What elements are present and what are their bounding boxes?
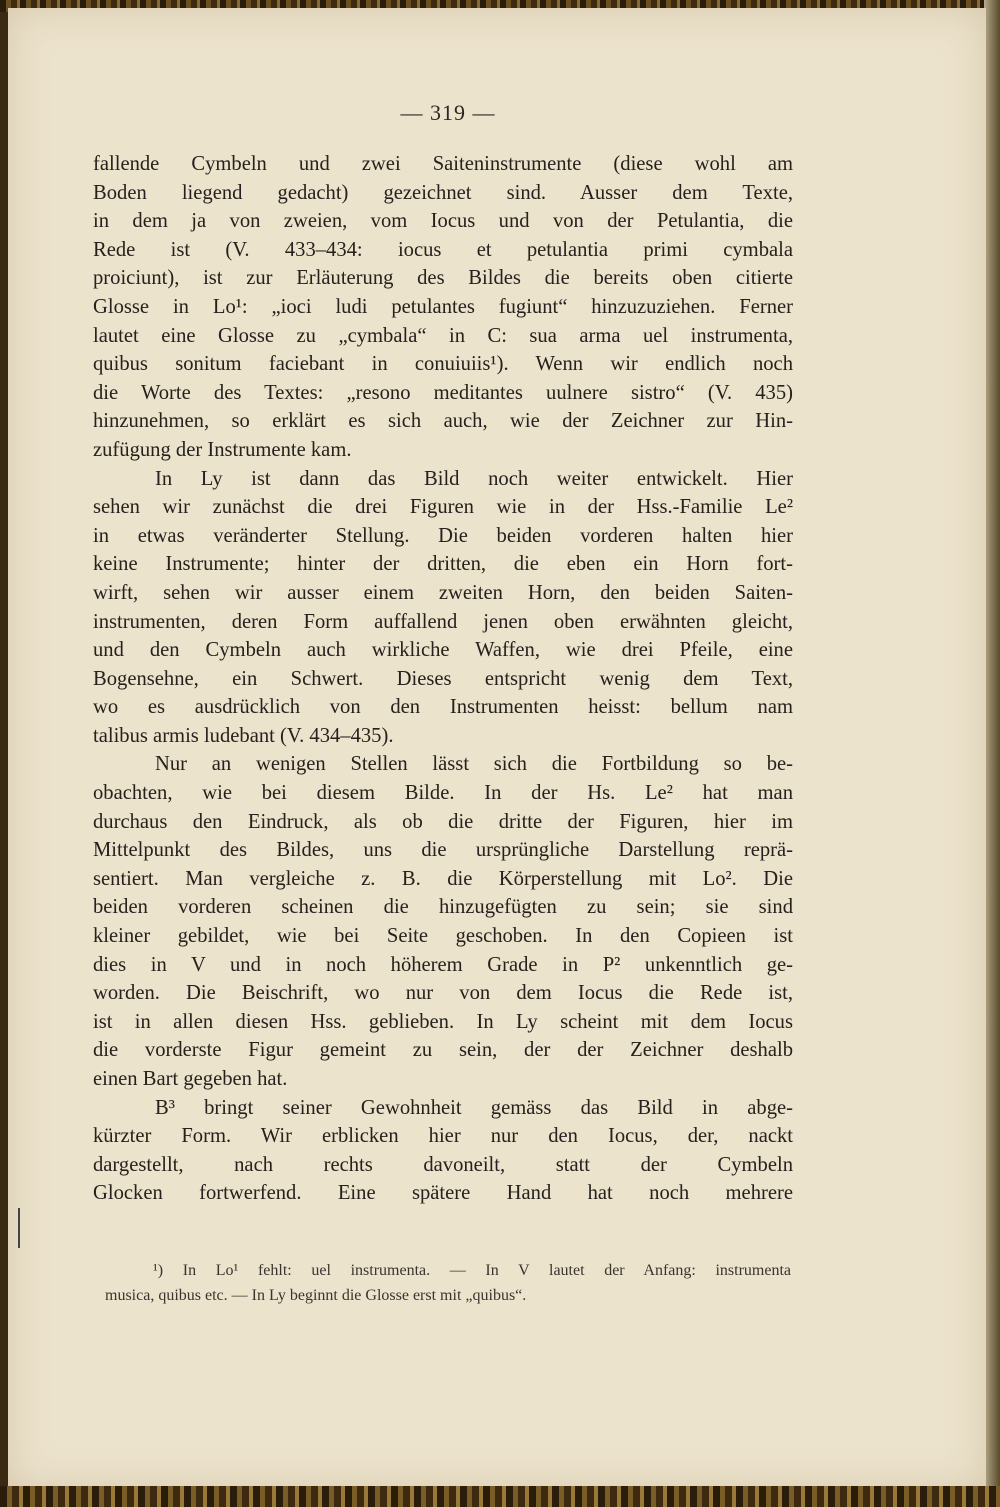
text-line: kürzter Form. Wir erblicken hier nur den Iocus, der, nackt (93, 1125, 793, 1148)
text-line: zufügung der Instrumente kam. (93, 438, 352, 461)
text-line: Bogensehne, ein Schwert. Dieses entspricht wenig dem Text, (93, 667, 793, 690)
text-line: obachten, wie bei diesem Bilde. In der Hs. Le² hat man (93, 782, 793, 805)
book-page (8, 8, 986, 1490)
text-line: sehen wir zunächst die drei Figuren wie in der Hss.-Familie Le² (93, 496, 793, 519)
margin-mark (18, 1208, 20, 1248)
text-line: Boden liegend gedacht) gezeichnet sind. Ausser dem Texte, (93, 181, 793, 204)
text-line: Mittelpunkt des Bildes, uns die ursprüngliche Darstellung reprä- (93, 839, 793, 862)
text-line: Rede ist (V. 433–434: iocus et petulantia primi cymbala (93, 238, 793, 261)
text-line: und den Cymbeln auch wirkliche Waffen, wie drei Pfeile, eine (93, 639, 793, 662)
text-line: proiciunt), ist zur Erläuterung des Bildes die bereits oben citierte (93, 267, 793, 290)
text-line: quibus sonitum faciebant in conuiuiis¹). Wenn wir endlich noch (93, 353, 793, 376)
text-line: ist in allen diesen Hss. geblieben. In Ly scheint mit dem Iocus (93, 1010, 793, 1033)
text-line: worden. Die Beischrift, wo nur von dem Iocus die Rede ist, (93, 982, 793, 1005)
text-line: kleiner gebildet, wie bei Seite geschoben. In den Copieen ist (93, 925, 793, 948)
text-line: die vorderste Figur gemeint zu sein, der der Zeichner deshalb (93, 1039, 793, 1062)
text-line: wirft, sehen wir ausser einem zweiten Horn, den beiden Saiten- (93, 581, 793, 604)
text-line: durchaus den Eindruck, als ob die dritte der Figuren, hier im (93, 810, 793, 833)
footnotes (105, 1258, 791, 1308)
text-line: lautet eine Glosse zu „cymbala“ in C: sua arma uel instrumenta, (93, 324, 793, 347)
book-binding-edge (984, 0, 1000, 1507)
text-line: Nur an wenigen Stellen lässt sich die Fortbildung so be- (155, 753, 793, 776)
text-line: Glosse in Lo¹: „ioci ludi petulantes fugiunt“ hinzuzuziehen. Ferner (93, 295, 793, 318)
text-line: dargestellt, nach rechts davoneilt, statt der Cymbeln (93, 1153, 793, 1176)
text-line: in dem ja von zweien, vom Iocus und von der Petulantia, die (93, 210, 793, 233)
book-edge-bottom (0, 1486, 1000, 1507)
text-line: In Ly ist dann das Bild noch weiter entwickelt. Hier (155, 467, 793, 490)
text-line: B³ bringt seiner Gewohnheit gemäss das Bild in abge- (155, 1096, 793, 1119)
text-line: instrumenten, deren Form auffallend jenen oben erwähnten gleicht, (93, 610, 793, 633)
text-line: Glocken fortwerfend. Eine spätere Hand hat noch mehrere (93, 1182, 793, 1205)
text-line: die Worte des Textes: „resono meditantes uulnere sistro“ (V. 435) (93, 381, 793, 404)
text-line: dies in V und in noch höherem Grade in P² unkenntlich ge- (93, 953, 793, 976)
text-line: fallende Cymbeln und zwei Saiteninstrumente (diese wohl am (93, 153, 793, 175)
footnote-line: musica, quibus etc. — In Ly beginnt die Glosse erst mit „quibus“. (105, 1287, 527, 1304)
text-line: keine Instrumente; hinter der dritten, die eben ein Horn fort- (93, 553, 793, 576)
text-line: wo es ausdrücklich von den Instrumenten heisst: bellum nam (93, 696, 793, 719)
text-line: einen Bart gegeben hat. (93, 1068, 288, 1090)
body-text (93, 150, 793, 1208)
text-line: in etwas veränderter Stellung. Die beiden vorderen halten hier (93, 524, 793, 547)
footnote-line: ¹) In Lo¹ fehlt: uel instrumenta. — In V lautet der Anfang: instrumenta (153, 1262, 791, 1279)
text-line: sentiert. Man vergleiche z. B. die Körperstellung mit Lo². Die (93, 867, 793, 890)
text-line: hinzunehmen, so erklärt es sich auch, wie der Zeichner zur Hin- (93, 410, 793, 433)
text-line: beiden vorderen scheinen die hinzugefügten zu sein; sie sind (93, 896, 793, 919)
text-line: talibus armis ludebant (V. 434–435). (93, 724, 394, 747)
page-number: — 319 — (400, 100, 496, 125)
